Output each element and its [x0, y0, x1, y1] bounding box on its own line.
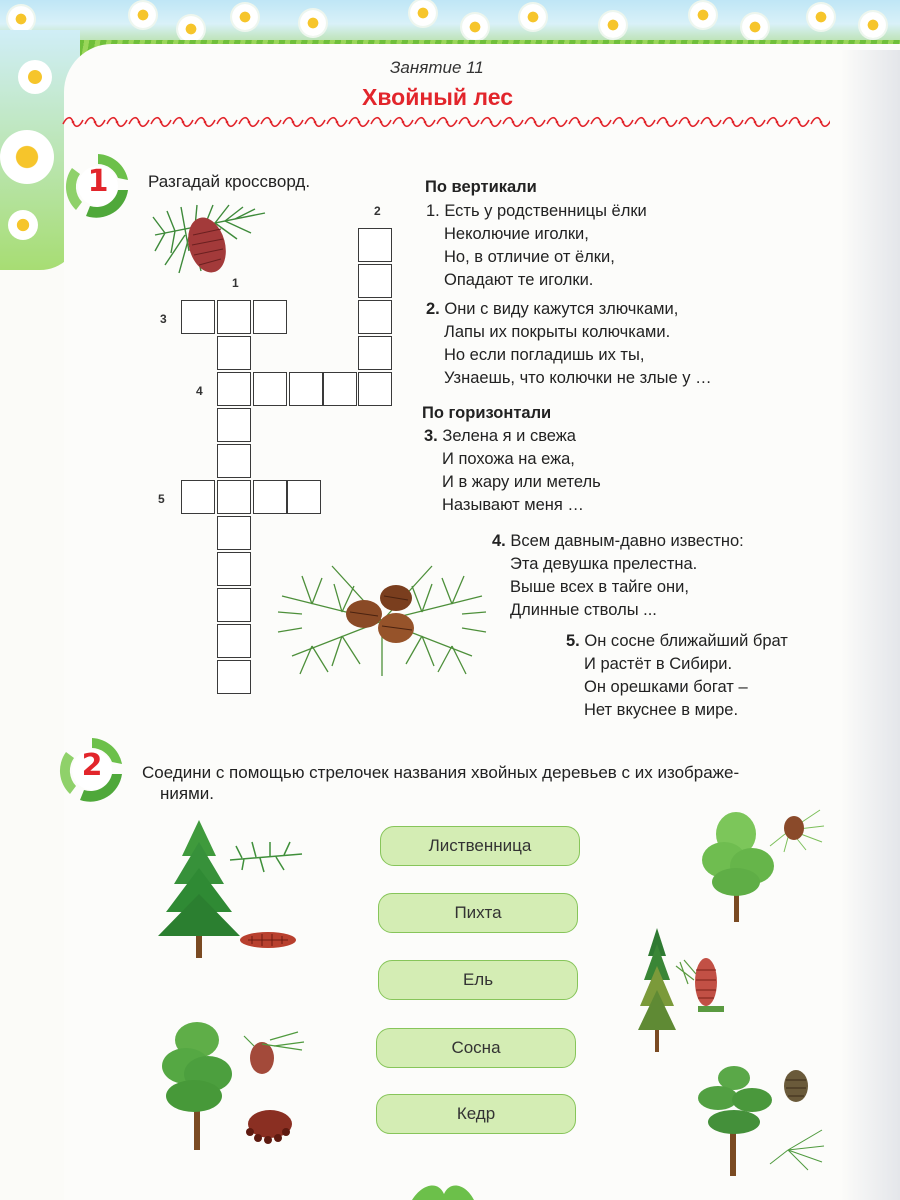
crossword-cell[interactable] [289, 372, 323, 406]
task-2-number: 2 [81, 748, 103, 783]
crossword-cell[interactable] [217, 624, 251, 658]
clue-3: 3. Зелена я и свежа И похожа на ежа, И в жару или метель Называют меня … [424, 427, 601, 514]
crossword-cell[interactable] [253, 480, 287, 514]
across-heading: По горизонтали [422, 404, 552, 422]
crossword-number-1: 1 [232, 276, 239, 290]
larch-tree-icon [700, 806, 830, 926]
crossword-cell[interactable] [253, 372, 287, 406]
pine-branches-cones-icon [272, 556, 492, 686]
task-2-instruction: Соедини с помощью стрелочек названия хвойных деревьев с их изображе- ниями. [142, 763, 740, 803]
page-edge-shadow [840, 50, 900, 1200]
bottom-leaf-decoration [408, 1178, 478, 1200]
crossword-cell[interactable] [217, 588, 251, 622]
page-title: Хвойный лес [362, 84, 514, 110]
clue-1: 1. Есть у родственницы ёлки Неколючие иголки, Но, в отличие от ёлки, Опадают те иголки. [426, 202, 647, 289]
pine-branch-cone-icon [145, 195, 275, 285]
down-heading: По вертикали [425, 178, 537, 196]
crossword-cell[interactable] [358, 372, 392, 406]
crossword-cell[interactable] [181, 300, 215, 334]
clue-4: 4. Всем давным-давно известно: Эта девушка прелестна. Выше всех в тайге они, Длинные стволы ... [492, 532, 744, 619]
tree-name-cedar[interactable]: Кедр [376, 1094, 576, 1134]
clue-2: 2. Они с виду кажутся злючками, Лапы их покрыты колючками. Но если погладишь их ты, Узнаешь, что колючки не злые у … [426, 300, 712, 387]
crossword-cell[interactable] [217, 516, 251, 550]
crossword-cell[interactable] [217, 444, 251, 478]
crossword-number-2: 2 [374, 204, 381, 218]
pine-tree-icon [158, 1016, 308, 1156]
crossword-cell[interactable] [217, 408, 251, 442]
crossword-number-4: 4 [196, 384, 203, 398]
tree-name-fir[interactable]: Пихта [378, 893, 578, 933]
task-1-number: 1 [87, 164, 109, 199]
crossword-cell[interactable] [217, 480, 251, 514]
tree-name-larch[interactable]: Лиственница [380, 826, 580, 866]
tree-name-spruce[interactable]: Ель [378, 960, 578, 1000]
crossword-cell[interactable] [217, 372, 251, 406]
spruce-tree-icon [636, 926, 746, 1056]
task-1-instruction: Разгадай кроссворд. [148, 172, 311, 191]
tree-name-pine[interactable]: Сосна [376, 1028, 576, 1068]
crossword-cell[interactable] [253, 300, 287, 334]
crossword-cell[interactable] [217, 552, 251, 586]
crossword-cell[interactable] [181, 480, 215, 514]
crossword-number-5: 5 [158, 492, 165, 506]
crossword-cell[interactable] [358, 228, 392, 262]
lesson-number: Занятие 11 [390, 58, 484, 77]
cedar-tree-icon [698, 1060, 828, 1180]
crossword-cell[interactable] [358, 300, 392, 334]
crossword-cell[interactable] [358, 336, 392, 370]
crossword-cell[interactable] [217, 300, 251, 334]
clue-5: 5. Он сосне ближайший брат И растёт в Сибири. Он орешками богат – Нет вкуснее в мире. [566, 632, 788, 719]
crossword-number-3: 3 [160, 312, 167, 326]
crossword-cell[interactable] [323, 372, 357, 406]
crossword-cell[interactable] [287, 480, 321, 514]
crossword-cell[interactable] [217, 336, 251, 370]
ornament-divider [62, 116, 830, 128]
crossword-cell[interactable] [217, 660, 251, 694]
crossword-cell[interactable] [358, 264, 392, 298]
fir-tree-icon [152, 816, 312, 962]
